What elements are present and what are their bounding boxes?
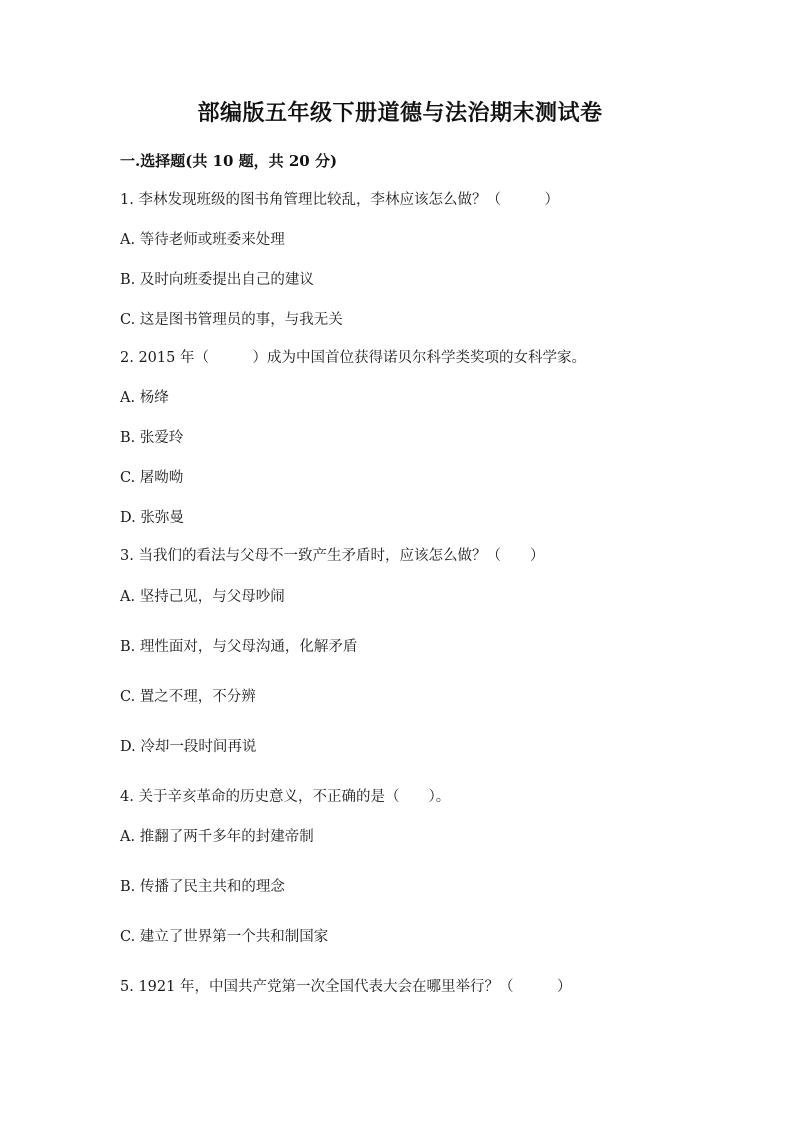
page-title: 部编版五年级下册道德与法治期末测试卷: [197, 100, 603, 126]
question-2-stem: 2. 2015 年（ ）成为中国首位获得诺贝尔科学类奖项的女科学家。: [120, 350, 586, 366]
question-3-option-d: D. 冷却一段时间再说: [120, 739, 257, 755]
question-2-option-a: A. 杨绛: [120, 390, 169, 406]
question-5-stem: 5. 1921 年，中国共产党第一次全国代表大会在哪里举行？（ ）: [120, 979, 572, 995]
question-2-option-c: C. 屠呦呦: [120, 470, 184, 486]
question-4-stem: 4. 关于辛亥革命的历史意义，不正确的是（ ）。: [120, 789, 451, 805]
question-4-option-b: B. 传播了民主共和的理念: [120, 879, 285, 895]
question-3-option-c: C. 置之不理，不分辨: [120, 689, 256, 705]
question-1-option-a: A. 等待老师或班委来处理: [120, 232, 285, 248]
question-4-option-c: C. 建立了世界第一个共和制国家: [120, 929, 329, 945]
question-3-option-b: B. 理性面对，与父母沟通，化解矛盾: [120, 639, 358, 655]
question-3-option-a: A. 坚持己见，与父母吵闹: [120, 589, 285, 605]
question-3-stem: 3. 当我们的看法与父母不一致产生矛盾时，应该怎么做？（ ）: [120, 548, 545, 564]
section-heading: 一.选择题(共 10 题，共 20 分): [120, 152, 338, 170]
question-2-option-b: B. 张爱玲: [120, 430, 184, 446]
question-2-option-d: D. 张弥曼: [120, 510, 184, 526]
question-1-option-c: C. 这是图书管理员的事，与我无关: [120, 312, 343, 328]
question-1-option-b: B. 及时向班委提出自己的建议: [120, 272, 314, 288]
question-4-option-a: A. 推翻了两千多年的封建帝制: [120, 829, 314, 845]
question-1-stem: 1. 李林发现班级的图书角管理比较乱，李林应该怎么做？（ ）: [120, 192, 559, 208]
